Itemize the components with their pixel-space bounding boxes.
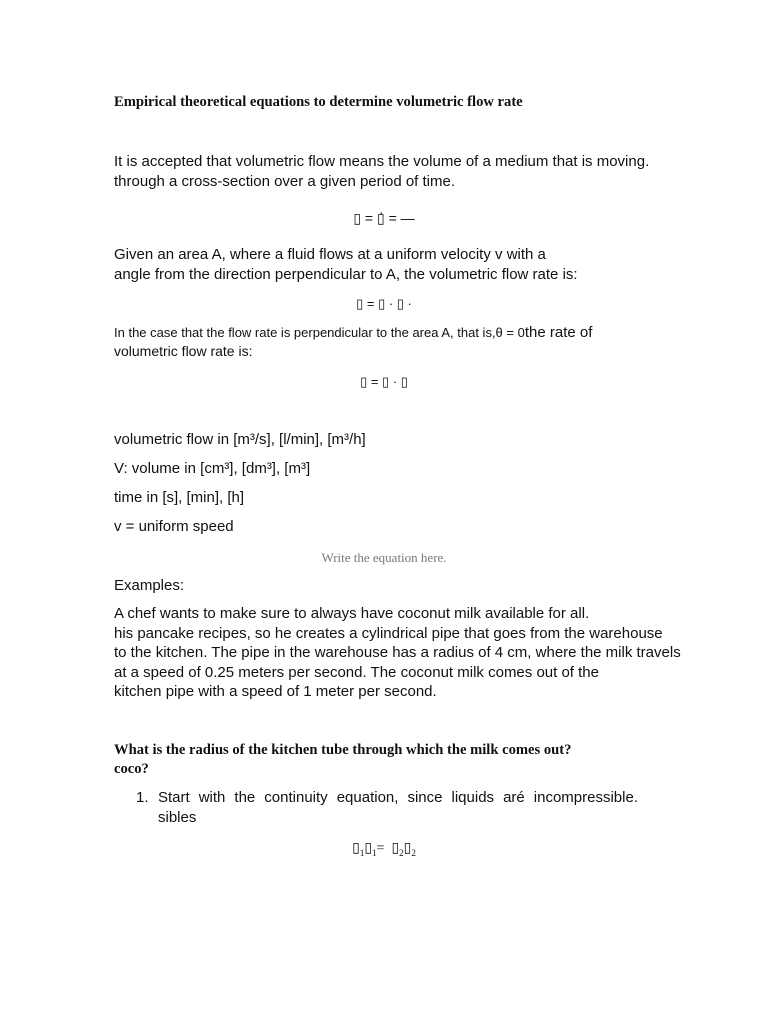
perpendicular-case-small-text: In the case that the flow rate is perpendicular to the area A, that is,θ = 0 xyxy=(114,325,525,340)
area-velocity-paragraph: Given an area A, where a fluid flows at a uniform velocity v with a angle from the direction perpendicular to A, the volumetric flow rate is: xyxy=(114,246,578,283)
perpendicular-case-large-text: the rate of xyxy=(524,324,593,341)
question-heading: What is the radius of the kitchen tube through which the milk comes out? coco? xyxy=(114,742,572,777)
eq-term-d: ▯ xyxy=(403,841,412,856)
document-title: Empirical theoretical equations to determine volumetric flow rate xyxy=(114,94,523,110)
step-text-line2: sibles xyxy=(158,808,197,826)
unit-line-volume: V: volume in [cm³], [dm³], [m³] xyxy=(114,460,311,477)
example-paragraph: A chef wants to make sure to always have coconut milk available for all. his pancake recipes, so he creates a cylindrical pipe that goes from the warehouse to the kitchen. The pipe in the warehouse has a radius of 4 cm, where the milk travels at a speed of 0.25 meters per second. The coconut milk comes out of the kitchen pipe with a speed of 1 meter per second. xyxy=(114,605,681,700)
eq-term-c: ▯ xyxy=(391,841,400,856)
equation-placeholder[interactable]: Write the equation here. xyxy=(321,550,447,565)
eq-term-b: ▯ xyxy=(364,841,373,856)
eq-term-a: ▯ xyxy=(352,841,360,856)
eq-sub-b: 1 xyxy=(372,847,377,858)
perpendicular-case-line2: volumetric flow rate is: xyxy=(114,343,253,359)
flow-rate-angle-equation: ▯ = ▯ · ▯ · xyxy=(356,296,412,311)
eq-sub-d: 2 xyxy=(411,847,416,858)
list-item-step-1 xyxy=(136,788,638,827)
intro-paragraph: It is accepted that volumetric flow means the volume of a medium that is moving. through a cross-section over a given period of time. xyxy=(114,153,650,190)
continuity-equation xyxy=(0,840,768,858)
eq-equals: = xyxy=(376,841,385,856)
eq-sub-a: 1 xyxy=(359,847,365,858)
perpendicular-case-paragraph xyxy=(114,323,592,361)
unit-line-time: time in [s], [min], [h] xyxy=(114,489,245,506)
flow-rate-perpendicular-equation: ▯ = ▯ · ▯ xyxy=(360,374,408,389)
step-text-line1: Start with the continuity equation, since liquids aré incompressible. xyxy=(158,789,638,806)
step-number: 1. xyxy=(136,789,149,806)
unit-line-flow: volumetric flow in [m³/s], [l/min], [m³/h] xyxy=(114,431,366,448)
unit-line-speed: v = uniform speed xyxy=(114,518,234,535)
examples-heading: Examples: xyxy=(114,577,185,594)
eq-sub-c: 2 xyxy=(399,847,404,858)
flow-equation: ▯ = ▯̇ = ― xyxy=(353,210,415,226)
